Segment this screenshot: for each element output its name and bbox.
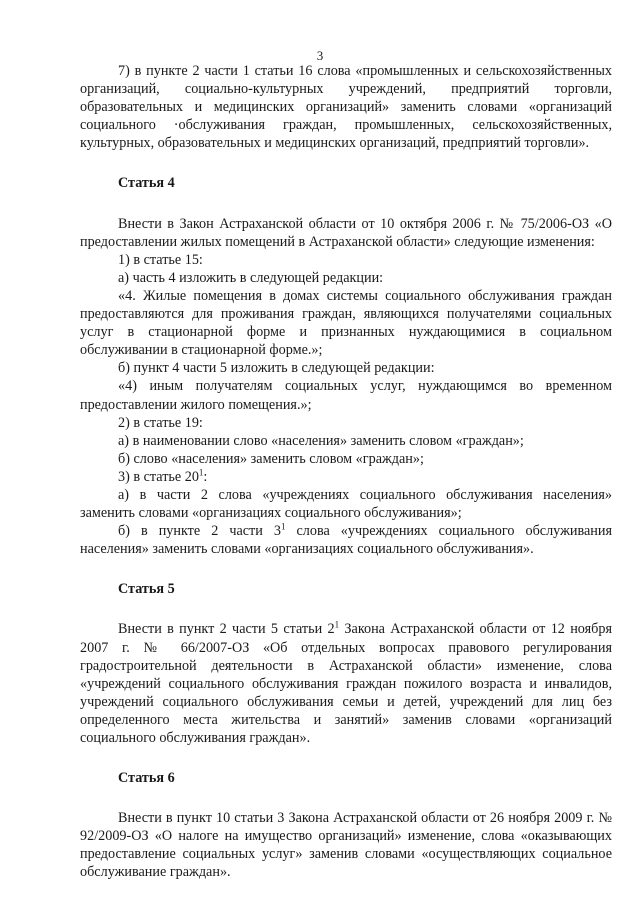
article-4-paragraph: Внести в Закон Астраханской области от 10 октября 2006 г. № 75/2006-ОЗ «О предоставлении жилых помещений в Астраханской области» следующие изменения: bbox=[80, 215, 612, 250]
article-4-paragraph: 2) в статье 19: bbox=[118, 414, 203, 431]
article-4-paragraph: 1) в статье 15: bbox=[118, 251, 203, 268]
superscript: 1 bbox=[198, 467, 204, 478]
page-number: 3 bbox=[316, 48, 324, 63]
article-4-paragraph: «4. Жилые помещения в домах системы социального обслуживания граждан предоставляются для проживания граждан, являющихся получателями социальных услуг в стационарной форме и признанных нуждающимися в социальном обслуживании в стационарной форме.»; bbox=[80, 287, 612, 359]
article-4-paragraph: а) в части 2 слова «учреждениях социального обслуживания населения» заменить словами «организациях социального обслуживания»; bbox=[80, 486, 612, 522]
article-4-paragraph: б) в пункте 2 части $3^1$ слова «учреждениях социального обслуживания населения» заменить словами «организациях социального обслуживания». bbox=[80, 521, 612, 558]
article-5-paragraph: Внести в пункт 2 части 5 статьи $2^1$ Закона Астраханской области от 12 ноября 2007 г. № 66/2007-ОЗ «Об отдельных вопросах правового регулирования градостроительной деятельности в Астраханской области» изменение, слова «учреждений социального обслуживания граждан пожилого возраста и инвалидов, учреждений социального обслуживания семьи и детей, учреждений для лиц без определенного места жительства и занятий» заменив словами «организаций социального обслуживания граждан». bbox=[80, 619, 612, 746]
article-6-title: Статья 6 bbox=[118, 770, 175, 787]
article-4-paragraph: «4) иным получателям социальных услуг, нуждающимся во временном предоставлении жилого помещения.»; bbox=[80, 378, 612, 413]
paragraph-item-7: 7) в пункте 2 части 1 статьи 16 слова «промышленных и сельскохозяйственных организаций, социально-культурных учреждений, предприятий торговли, образовательных и медицинских организаций» заменить словами «организаций социального ·обслуживания граждан, промышленных, сельскохозяйственных, культурных, образовательных и медицинских организаций, предприятий торговли». bbox=[80, 63, 612, 152]
article-4-paragraph: а) часть 4 изложить в следующей редакции: bbox=[118, 269, 384, 286]
document-body bbox=[80, 62, 612, 882]
article-5-title: Статья 5 bbox=[118, 581, 175, 598]
article-4-paragraph: б) слово «населения» заменить словом «граждан»; bbox=[118, 450, 424, 467]
article-4-paragraph: а) в наименовании слово «населения» заменить словом «граждан»; bbox=[118, 432, 524, 449]
article-4-paragraph: 3) в статье $20^1$: bbox=[118, 467, 208, 485]
article-6-paragraph: Внести в пункт 10 статьи 3 Закона Астраханской области от 26 ноября 2009 г. № 92/2009-ОЗ «О налоге на имущество организаций» изменение, слова «оказывающих предоставление социальных услуг» заменив словами «осуществляющих социальное обслуживание граждан». bbox=[80, 810, 612, 881]
superscript: 1 bbox=[280, 521, 286, 532]
superscript: 1 bbox=[334, 619, 340, 630]
article-4-title: Статья 4 bbox=[118, 175, 175, 192]
article-4-paragraph: б) пункт 4 части 5 изложить в следующей редакции: bbox=[118, 360, 435, 377]
